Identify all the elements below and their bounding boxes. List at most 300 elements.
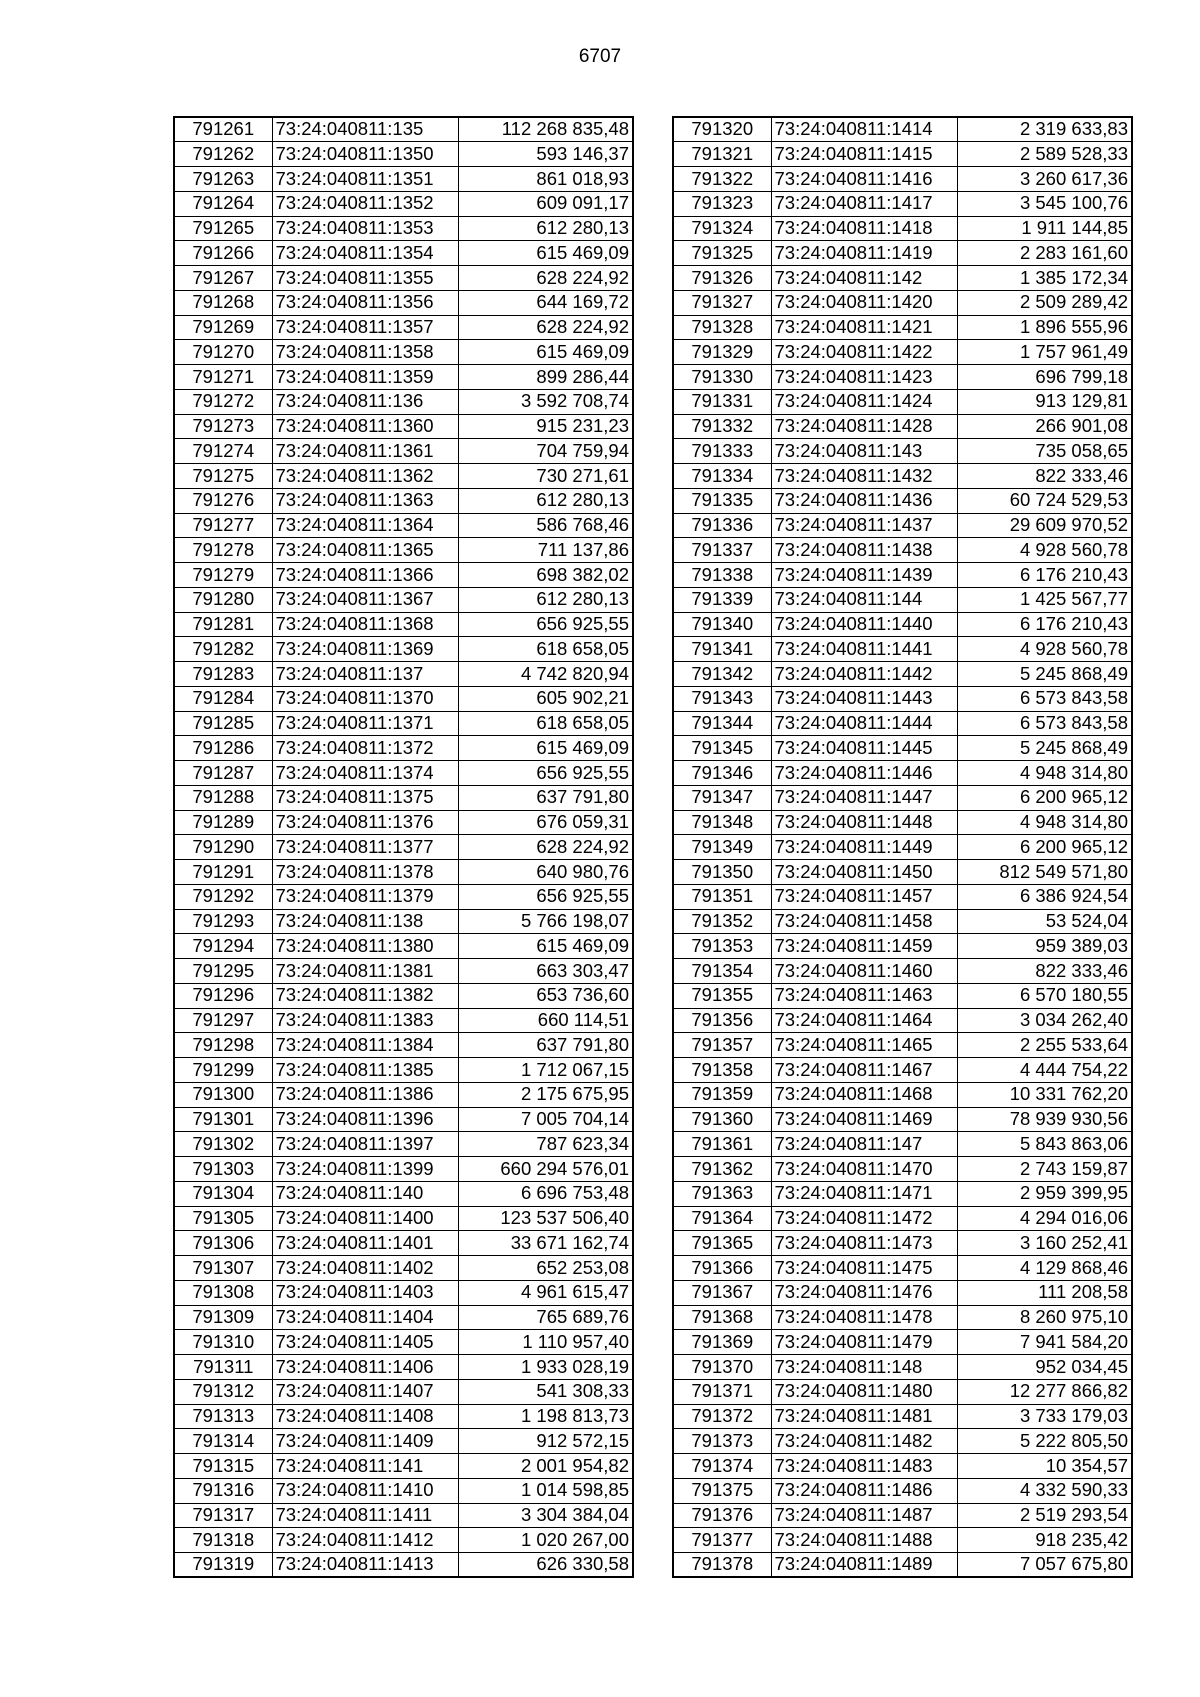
cadastral-number-cell: 73:24:040811:140 bbox=[272, 1181, 458, 1206]
cadastral-number-cell: 73:24:040811:1469 bbox=[771, 1107, 957, 1132]
record-number-cell: 791318 bbox=[174, 1528, 272, 1553]
cadastral-number-cell: 73:24:040811:1410 bbox=[272, 1478, 458, 1503]
record-number-cell: 791340 bbox=[673, 612, 771, 637]
record-number-cell: 791267 bbox=[174, 266, 272, 291]
value-cell: 1 385 172,34 bbox=[957, 266, 1132, 291]
value-cell: 1 198 813,73 bbox=[458, 1404, 633, 1429]
table-row bbox=[174, 686, 633, 711]
table-row bbox=[174, 1528, 633, 1553]
cadastral-number-cell: 73:24:040811:1358 bbox=[272, 340, 458, 365]
table-row bbox=[174, 1058, 633, 1083]
cadastral-number-cell: 73:24:040811:1378 bbox=[272, 860, 458, 885]
table-row bbox=[174, 711, 633, 736]
value-cell: 112 268 835,48 bbox=[458, 117, 633, 142]
record-number-cell: 791275 bbox=[174, 464, 272, 489]
value-cell: 1 896 555,96 bbox=[957, 315, 1132, 340]
registry-table-body bbox=[673, 117, 1132, 1577]
cadastral-number-cell: 73:24:040811:1380 bbox=[272, 934, 458, 959]
value-cell: 6 573 843,58 bbox=[957, 711, 1132, 736]
cadastral-number-cell: 73:24:040811:1376 bbox=[272, 810, 458, 835]
value-cell: 637 791,80 bbox=[458, 785, 633, 810]
table-row bbox=[673, 1478, 1132, 1503]
table-row bbox=[673, 464, 1132, 489]
table-row bbox=[174, 1206, 633, 1231]
value-cell: 2 283 161,60 bbox=[957, 241, 1132, 266]
value-cell: 3 260 617,36 bbox=[957, 167, 1132, 192]
value-cell: 915 231,23 bbox=[458, 414, 633, 439]
table-row bbox=[673, 761, 1132, 786]
cadastral-number-cell: 73:24:040811:1360 bbox=[272, 414, 458, 439]
table-row bbox=[673, 216, 1132, 241]
value-cell: 704 759,94 bbox=[458, 439, 633, 464]
table-row bbox=[174, 513, 633, 538]
registry-table-body bbox=[174, 117, 633, 1577]
cadastral-number-cell: 73:24:040811:1480 bbox=[771, 1379, 957, 1404]
table-row bbox=[174, 983, 633, 1008]
value-cell: 1 425 567,77 bbox=[957, 587, 1132, 612]
value-cell: 787 623,34 bbox=[458, 1132, 633, 1157]
cadastral-number-cell: 73:24:040811:1383 bbox=[272, 1008, 458, 1033]
record-number-cell: 791344 bbox=[673, 711, 771, 736]
cadastral-number-cell: 73:24:040811:1368 bbox=[272, 612, 458, 637]
cadastral-number-cell: 73:24:040811:1448 bbox=[771, 810, 957, 835]
cadastral-number-cell: 73:24:040811:143 bbox=[771, 439, 957, 464]
record-number-cell: 791329 bbox=[673, 340, 771, 365]
cadastral-number-cell: 73:24:040811:1405 bbox=[272, 1330, 458, 1355]
record-number-cell: 791357 bbox=[673, 1033, 771, 1058]
value-cell: 1 933 028,19 bbox=[458, 1355, 633, 1380]
record-number-cell: 791273 bbox=[174, 414, 272, 439]
cadastral-number-cell: 73:24:040811:1467 bbox=[771, 1058, 957, 1083]
table-row bbox=[673, 959, 1132, 984]
value-cell: 111 208,58 bbox=[957, 1280, 1132, 1305]
value-cell: 612 280,13 bbox=[458, 488, 633, 513]
value-cell: 1 712 067,15 bbox=[458, 1058, 633, 1083]
record-number-cell: 791348 bbox=[673, 810, 771, 835]
table-row bbox=[673, 785, 1132, 810]
cadastral-number-cell: 73:24:040811:144 bbox=[771, 587, 957, 612]
cadastral-number-cell: 73:24:040811:1471 bbox=[771, 1181, 957, 1206]
table-row bbox=[174, 1107, 633, 1132]
table-row bbox=[174, 761, 633, 786]
value-cell: 10 354,57 bbox=[957, 1454, 1132, 1479]
table-row bbox=[174, 1478, 633, 1503]
record-number-cell: 791371 bbox=[673, 1379, 771, 1404]
record-number-cell: 791266 bbox=[174, 241, 272, 266]
value-cell: 618 658,05 bbox=[458, 711, 633, 736]
value-cell: 913 129,81 bbox=[957, 389, 1132, 414]
record-number-cell: 791360 bbox=[673, 1107, 771, 1132]
record-number-cell: 791315 bbox=[174, 1454, 272, 1479]
value-cell: 637 791,80 bbox=[458, 1033, 633, 1058]
cadastral-number-cell: 73:24:040811:1450 bbox=[771, 860, 957, 885]
cadastral-number-cell: 73:24:040811:1470 bbox=[771, 1157, 957, 1182]
cadastral-number-cell: 73:24:040811:141 bbox=[272, 1454, 458, 1479]
cadastral-number-cell: 73:24:040811:142 bbox=[771, 266, 957, 291]
table-row bbox=[673, 1033, 1132, 1058]
cadastral-number-cell: 73:24:040811:1402 bbox=[272, 1256, 458, 1281]
table-row bbox=[174, 1553, 633, 1578]
cadastral-number-cell: 73:24:040811:1379 bbox=[272, 884, 458, 909]
record-number-cell: 791282 bbox=[174, 637, 272, 662]
table-row bbox=[174, 959, 633, 984]
table-row bbox=[174, 1429, 633, 1454]
record-number-cell: 791297 bbox=[174, 1008, 272, 1033]
cadastral-number-cell: 73:24:040811:1367 bbox=[272, 587, 458, 612]
cadastral-number-cell: 73:24:040811:1422 bbox=[771, 340, 957, 365]
table-row bbox=[673, 191, 1132, 216]
cadastral-number-cell: 73:24:040811:1356 bbox=[272, 290, 458, 315]
cadastral-number-cell: 73:24:040811:1370 bbox=[272, 686, 458, 711]
cadastral-number-cell: 73:24:040811:1482 bbox=[771, 1429, 957, 1454]
table-row bbox=[673, 736, 1132, 761]
cadastral-number-cell: 73:24:040811:1400 bbox=[272, 1206, 458, 1231]
record-number-cell: 791269 bbox=[174, 315, 272, 340]
table-row bbox=[174, 1033, 633, 1058]
table-row bbox=[174, 1330, 633, 1355]
record-number-cell: 791288 bbox=[174, 785, 272, 810]
record-number-cell: 791324 bbox=[673, 216, 771, 241]
record-number-cell: 791302 bbox=[174, 1132, 272, 1157]
cadastral-number-cell: 73:24:040811:1472 bbox=[771, 1206, 957, 1231]
value-cell: 612 280,13 bbox=[458, 587, 633, 612]
record-number-cell: 791294 bbox=[174, 934, 272, 959]
value-cell: 6 696 753,48 bbox=[458, 1181, 633, 1206]
value-cell: 33 671 162,74 bbox=[458, 1231, 633, 1256]
cadastral-number-cell: 73:24:040811:1407 bbox=[272, 1379, 458, 1404]
table-row bbox=[174, 389, 633, 414]
value-cell: 660 114,51 bbox=[458, 1008, 633, 1033]
cadastral-number-cell: 73:24:040811:1481 bbox=[771, 1404, 957, 1429]
table-row bbox=[174, 439, 633, 464]
value-cell: 612 280,13 bbox=[458, 216, 633, 241]
value-cell: 698 382,02 bbox=[458, 563, 633, 588]
cadastral-number-cell: 73:24:040811:1418 bbox=[771, 216, 957, 241]
value-cell: 1 757 961,49 bbox=[957, 340, 1132, 365]
cadastral-number-cell: 73:24:040811:1465 bbox=[771, 1033, 957, 1058]
cadastral-number-cell: 73:24:040811:1401 bbox=[272, 1231, 458, 1256]
cadastral-number-cell: 73:24:040811:1442 bbox=[771, 662, 957, 687]
table-row bbox=[673, 1330, 1132, 1355]
record-number-cell: 791355 bbox=[673, 983, 771, 1008]
table-row bbox=[174, 810, 633, 835]
record-number-cell: 791283 bbox=[174, 662, 272, 687]
table-row bbox=[673, 662, 1132, 687]
cadastral-number-cell: 73:24:040811:1352 bbox=[272, 191, 458, 216]
table-row bbox=[174, 1379, 633, 1404]
value-cell: 2 743 159,87 bbox=[957, 1157, 1132, 1182]
cadastral-number-cell: 73:24:040811:138 bbox=[272, 909, 458, 934]
record-number-cell: 791366 bbox=[673, 1256, 771, 1281]
table-row bbox=[174, 612, 633, 637]
cadastral-number-cell: 73:24:040811:1440 bbox=[771, 612, 957, 637]
value-cell: 812 549 571,80 bbox=[957, 860, 1132, 885]
record-number-cell: 791314 bbox=[174, 1429, 272, 1454]
record-number-cell: 791313 bbox=[174, 1404, 272, 1429]
table-row bbox=[673, 340, 1132, 365]
record-number-cell: 791359 bbox=[673, 1082, 771, 1107]
record-number-cell: 791295 bbox=[174, 959, 272, 984]
table-row bbox=[673, 290, 1132, 315]
table-row bbox=[673, 810, 1132, 835]
table-row bbox=[174, 167, 633, 192]
cadastral-number-cell: 73:24:040811:1459 bbox=[771, 934, 957, 959]
table-row bbox=[673, 1132, 1132, 1157]
table-row bbox=[174, 860, 633, 885]
cadastral-number-cell: 73:24:040811:1419 bbox=[771, 241, 957, 266]
record-number-cell: 791292 bbox=[174, 884, 272, 909]
cadastral-number-cell: 73:24:040811:1397 bbox=[272, 1132, 458, 1157]
cadastral-number-cell: 73:24:040811:1441 bbox=[771, 637, 957, 662]
cadastral-number-cell: 73:24:040811:1406 bbox=[272, 1355, 458, 1380]
record-number-cell: 791279 bbox=[174, 563, 272, 588]
cadastral-number-cell: 73:24:040811:1369 bbox=[272, 637, 458, 662]
value-cell: 541 308,33 bbox=[458, 1379, 633, 1404]
record-number-cell: 791319 bbox=[174, 1553, 272, 1578]
cadastral-number-cell: 73:24:040811:1487 bbox=[771, 1503, 957, 1528]
value-cell: 5 843 863,06 bbox=[957, 1132, 1132, 1157]
table-row bbox=[673, 612, 1132, 637]
cadastral-number-cell: 73:24:040811:1408 bbox=[272, 1404, 458, 1429]
record-number-cell: 791301 bbox=[174, 1107, 272, 1132]
cadastral-number-cell: 73:24:040811:1421 bbox=[771, 315, 957, 340]
cadastral-number-cell: 73:24:040811:148 bbox=[771, 1355, 957, 1380]
cadastral-number-cell: 73:24:040811:1446 bbox=[771, 761, 957, 786]
value-cell: 7 057 675,80 bbox=[957, 1553, 1132, 1578]
value-cell: 3 545 100,76 bbox=[957, 191, 1132, 216]
cadastral-number-cell: 73:24:040811:136 bbox=[272, 389, 458, 414]
cadastral-number-cell: 73:24:040811:1377 bbox=[272, 835, 458, 860]
cadastral-number-cell: 73:24:040811:1438 bbox=[771, 538, 957, 563]
record-number-cell: 791375 bbox=[673, 1478, 771, 1503]
table-row bbox=[174, 216, 633, 241]
value-cell: 60 724 529,53 bbox=[957, 488, 1132, 513]
value-cell: 1 911 144,85 bbox=[957, 216, 1132, 241]
cadastral-number-cell: 73:24:040811:1372 bbox=[272, 736, 458, 761]
cadastral-number-cell: 73:24:040811:1416 bbox=[771, 167, 957, 192]
value-cell: 4 928 560,78 bbox=[957, 637, 1132, 662]
cadastral-number-cell: 73:24:040811:1351 bbox=[272, 167, 458, 192]
cadastral-number-cell: 73:24:040811:1404 bbox=[272, 1305, 458, 1330]
table-row bbox=[174, 365, 633, 390]
table-row bbox=[673, 711, 1132, 736]
value-cell: 4 332 590,33 bbox=[957, 1478, 1132, 1503]
record-number-cell: 791370 bbox=[673, 1355, 771, 1380]
cadastral-number-cell: 73:24:040811:1371 bbox=[272, 711, 458, 736]
record-number-cell: 791308 bbox=[174, 1280, 272, 1305]
table-row bbox=[673, 241, 1132, 266]
record-number-cell: 791338 bbox=[673, 563, 771, 588]
table-row bbox=[673, 167, 1132, 192]
table-row bbox=[174, 1305, 633, 1330]
record-number-cell: 791290 bbox=[174, 835, 272, 860]
table-row bbox=[174, 1181, 633, 1206]
value-cell: 78 939 930,56 bbox=[957, 1107, 1132, 1132]
table-row bbox=[673, 315, 1132, 340]
record-number-cell: 791327 bbox=[673, 290, 771, 315]
record-number-cell: 791332 bbox=[673, 414, 771, 439]
table-row bbox=[174, 538, 633, 563]
value-cell: 6 386 924,54 bbox=[957, 884, 1132, 909]
record-number-cell: 791363 bbox=[673, 1181, 771, 1206]
record-number-cell: 791320 bbox=[673, 117, 771, 142]
value-cell: 7 005 704,14 bbox=[458, 1107, 633, 1132]
table-row bbox=[673, 1503, 1132, 1528]
record-number-cell: 791374 bbox=[673, 1454, 771, 1479]
table-row bbox=[174, 587, 633, 612]
table-row bbox=[174, 488, 633, 513]
cadastral-number-cell: 73:24:040811:1476 bbox=[771, 1280, 957, 1305]
value-cell: 3 034 262,40 bbox=[957, 1008, 1132, 1033]
value-cell: 615 469,09 bbox=[458, 934, 633, 959]
cadastral-number-cell: 73:24:040811:1365 bbox=[272, 538, 458, 563]
record-number-cell: 791265 bbox=[174, 216, 272, 241]
value-cell: 615 469,09 bbox=[458, 241, 633, 266]
value-cell: 899 286,44 bbox=[458, 365, 633, 390]
value-cell: 4 129 868,46 bbox=[957, 1256, 1132, 1281]
table-row bbox=[174, 884, 633, 909]
cadastral-number-cell: 73:24:040811:1411 bbox=[272, 1503, 458, 1528]
table-row bbox=[174, 934, 633, 959]
record-number-cell: 791317 bbox=[174, 1503, 272, 1528]
table-row bbox=[174, 736, 633, 761]
value-cell: 912 572,15 bbox=[458, 1429, 633, 1454]
value-cell: 4 928 560,78 bbox=[957, 538, 1132, 563]
value-cell: 952 034,45 bbox=[957, 1355, 1132, 1380]
value-cell: 8 260 975,10 bbox=[957, 1305, 1132, 1330]
value-cell: 644 169,72 bbox=[458, 290, 633, 315]
value-cell: 10 331 762,20 bbox=[957, 1082, 1132, 1107]
record-number-cell: 791289 bbox=[174, 810, 272, 835]
cadastral-number-cell: 73:24:040811:1463 bbox=[771, 983, 957, 1008]
registry-table-left bbox=[173, 116, 634, 1578]
record-number-cell: 791361 bbox=[673, 1132, 771, 1157]
value-cell: 29 609 970,52 bbox=[957, 513, 1132, 538]
record-number-cell: 791354 bbox=[673, 959, 771, 984]
value-cell: 861 018,93 bbox=[458, 167, 633, 192]
value-cell: 6 176 210,43 bbox=[957, 612, 1132, 637]
cadastral-number-cell: 73:24:040811:1420 bbox=[771, 290, 957, 315]
value-cell: 653 736,60 bbox=[458, 983, 633, 1008]
value-cell: 628 224,92 bbox=[458, 315, 633, 340]
table-row bbox=[174, 1132, 633, 1157]
cadastral-number-cell: 73:24:040811:1382 bbox=[272, 983, 458, 1008]
record-number-cell: 791312 bbox=[174, 1379, 272, 1404]
value-cell: 4 444 754,22 bbox=[957, 1058, 1132, 1083]
value-cell: 628 224,92 bbox=[458, 835, 633, 860]
record-number-cell: 791339 bbox=[673, 587, 771, 612]
table-row bbox=[174, 117, 633, 142]
cadastral-number-cell: 73:24:040811:1374 bbox=[272, 761, 458, 786]
value-cell: 2 255 533,64 bbox=[957, 1033, 1132, 1058]
value-cell: 7 941 584,20 bbox=[957, 1330, 1132, 1355]
record-number-cell: 791285 bbox=[174, 711, 272, 736]
table-row bbox=[174, 1355, 633, 1380]
cadastral-number-cell: 73:24:040811:1415 bbox=[771, 142, 957, 167]
cadastral-number-cell: 73:24:040811:1439 bbox=[771, 563, 957, 588]
cadastral-number-cell: 73:24:040811:1363 bbox=[272, 488, 458, 513]
value-cell: 615 469,09 bbox=[458, 736, 633, 761]
cadastral-number-cell: 73:24:040811:1475 bbox=[771, 1256, 957, 1281]
record-number-cell: 791303 bbox=[174, 1157, 272, 1182]
cadastral-number-cell: 73:24:040811:1428 bbox=[771, 414, 957, 439]
record-number-cell: 791345 bbox=[673, 736, 771, 761]
value-cell: 4 742 820,94 bbox=[458, 662, 633, 687]
value-cell: 1 020 267,00 bbox=[458, 1528, 633, 1553]
record-number-cell: 791356 bbox=[673, 1008, 771, 1033]
record-number-cell: 791372 bbox=[673, 1404, 771, 1429]
table-row bbox=[174, 340, 633, 365]
value-cell: 6 200 965,12 bbox=[957, 785, 1132, 810]
record-number-cell: 791271 bbox=[174, 365, 272, 390]
record-number-cell: 791369 bbox=[673, 1330, 771, 1355]
record-number-cell: 791284 bbox=[174, 686, 272, 711]
table-row bbox=[174, 241, 633, 266]
cadastral-number-cell: 73:24:040811:1447 bbox=[771, 785, 957, 810]
table-row bbox=[673, 117, 1132, 142]
record-number-cell: 791325 bbox=[673, 241, 771, 266]
record-number-cell: 791291 bbox=[174, 860, 272, 885]
table-row bbox=[673, 266, 1132, 291]
table-row bbox=[673, 142, 1132, 167]
cadastral-number-cell: 73:24:040811:1488 bbox=[771, 1528, 957, 1553]
record-number-cell: 791278 bbox=[174, 538, 272, 563]
cadastral-number-cell: 73:24:040811:1364 bbox=[272, 513, 458, 538]
record-number-cell: 791358 bbox=[673, 1058, 771, 1083]
value-cell: 765 689,76 bbox=[458, 1305, 633, 1330]
record-number-cell: 791261 bbox=[174, 117, 272, 142]
cadastral-number-cell: 73:24:040811:1417 bbox=[771, 191, 957, 216]
cadastral-number-cell: 73:24:040811:1437 bbox=[771, 513, 957, 538]
table-row bbox=[673, 1528, 1132, 1553]
value-cell: 656 925,55 bbox=[458, 612, 633, 637]
value-cell: 918 235,42 bbox=[957, 1528, 1132, 1553]
value-cell: 711 137,86 bbox=[458, 538, 633, 563]
record-number-cell: 791376 bbox=[673, 1503, 771, 1528]
value-cell: 959 389,03 bbox=[957, 934, 1132, 959]
table-row bbox=[174, 637, 633, 662]
value-cell: 2 001 954,82 bbox=[458, 1454, 633, 1479]
cadastral-number-cell: 73:24:040811:1486 bbox=[771, 1478, 957, 1503]
table-row bbox=[673, 439, 1132, 464]
record-number-cell: 791272 bbox=[174, 389, 272, 414]
record-number-cell: 791322 bbox=[673, 167, 771, 192]
cadastral-number-cell: 73:24:040811:1445 bbox=[771, 736, 957, 761]
cadastral-number-cell: 73:24:040811:1449 bbox=[771, 835, 957, 860]
value-cell: 656 925,55 bbox=[458, 884, 633, 909]
value-cell: 3 592 708,74 bbox=[458, 389, 633, 414]
table-row bbox=[673, 563, 1132, 588]
record-number-cell: 791262 bbox=[174, 142, 272, 167]
record-number-cell: 791268 bbox=[174, 290, 272, 315]
table-row bbox=[174, 1404, 633, 1429]
table-row bbox=[174, 1157, 633, 1182]
cadastral-number-cell: 73:24:040811:1413 bbox=[272, 1553, 458, 1578]
table-row bbox=[174, 290, 633, 315]
value-cell: 2 589 528,33 bbox=[957, 142, 1132, 167]
record-number-cell: 791287 bbox=[174, 761, 272, 786]
table-row bbox=[174, 1503, 633, 1528]
record-number-cell: 791298 bbox=[174, 1033, 272, 1058]
cadastral-number-cell: 73:24:040811:1444 bbox=[771, 711, 957, 736]
table-row bbox=[174, 662, 633, 687]
record-number-cell: 791310 bbox=[174, 1330, 272, 1355]
table-row bbox=[673, 488, 1132, 513]
value-cell: 5 222 805,50 bbox=[957, 1429, 1132, 1454]
table-row bbox=[174, 191, 633, 216]
record-number-cell: 791296 bbox=[174, 983, 272, 1008]
table-row bbox=[673, 884, 1132, 909]
